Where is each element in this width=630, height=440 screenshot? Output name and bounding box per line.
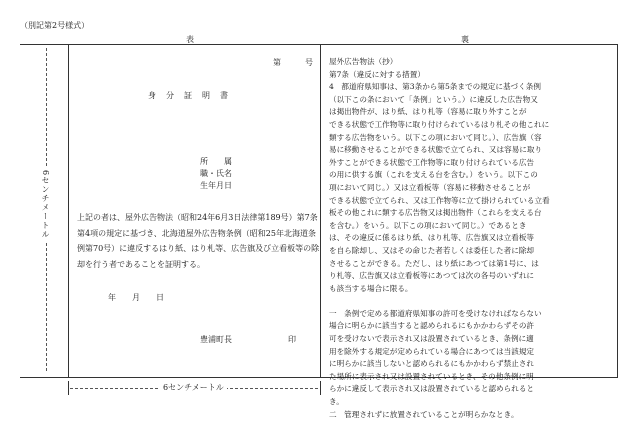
law-line: させることができる。ただし、はり紙にあつては第1号に、は bbox=[329, 258, 539, 268]
law-line: 易に移動させることができる状態で立てられ、又は容易に取り bbox=[329, 145, 543, 155]
cert-line-4: 却を行う者であることを証明する。 bbox=[77, 259, 205, 269]
law-line: 可を受けないで表示され又は設置されているとき、条例に適 bbox=[329, 334, 534, 344]
law-line: に明らかに該当しないと認められるにもかかわらず禁止され bbox=[329, 359, 535, 369]
issuer-name: 豊浦町長 bbox=[200, 335, 232, 344]
document-title: 身 分 証 明 書 bbox=[148, 91, 229, 100]
law-line: 第7条（違反に対する措置） bbox=[329, 69, 425, 79]
law-line: 項において同じ。）又は立看板等（容易に移動させることが bbox=[329, 182, 531, 192]
law-line: 外すことができる状態で工作物等に取り付けられている広告 bbox=[329, 157, 535, 167]
law-line: を自ら除却し、又はその命じた者若しくは委任した者に除却 bbox=[329, 245, 535, 255]
front-left-border bbox=[68, 44, 69, 378]
back-heading: 裏 bbox=[461, 35, 469, 44]
law-line: 二 管理されずに放置されていることが明らかなとき。 bbox=[329, 409, 519, 419]
law-line: 類する広告物をいう。以下この項において同じ。）、広告旗（容 bbox=[329, 132, 542, 142]
issue-date: 年 月 日 bbox=[108, 293, 164, 302]
height-dimension-label: 6センチメートル bbox=[41, 170, 50, 240]
law-excerpt bbox=[329, 56, 550, 421]
width-dimension-cap-right bbox=[320, 381, 321, 395]
law-line: 一 条例で定める都道府県知事の許可を受けなければならない bbox=[329, 308, 542, 318]
law-line: できる状態で工作物等に取り付けられているはり札その他これに bbox=[329, 119, 550, 129]
law-line: （以下この条において「条例」という。）に違反した広告物又 bbox=[329, 94, 538, 104]
width-dimension-cap-left bbox=[68, 381, 69, 395]
top-border bbox=[20, 44, 617, 45]
field-birthdate: 生年月日 bbox=[200, 181, 232, 190]
law-line: き。 bbox=[329, 397, 344, 407]
height-dimension-cap-top bbox=[41, 44, 51, 45]
law-line: り札等、広告旗又は立看板等にあつては次の各号のいずれに bbox=[329, 271, 535, 281]
law-line: 板その他これに類する広告物又は掲出物件（これらを支える台 bbox=[329, 208, 542, 218]
back-right-border bbox=[617, 44, 618, 378]
law-line: は掲出物件が、はり紙、はり札等（容易に取り外すことが bbox=[329, 107, 527, 117]
law-line: を含む。）をいう。以下この項において同じ。）であるとき bbox=[329, 220, 527, 230]
number-label: 第 号 bbox=[273, 58, 313, 67]
seal-mark: 印 bbox=[288, 335, 296, 344]
height-dimension-cap-bottom bbox=[41, 377, 51, 378]
law-line: 場合に明らかに該当すると認められるにもかかわらずその許 bbox=[329, 321, 535, 331]
law-line: の用に供する旗（これを支える台を含む。）をいう。以下この bbox=[329, 170, 538, 180]
certification-text bbox=[77, 210, 319, 272]
form-number-note: （別記第2号様式） bbox=[20, 21, 90, 30]
law-line: らかに違反して表示され又は設置されていると認められると bbox=[329, 384, 535, 394]
law-line: た場所に表示され又は設置されているとき、その他条例に明 bbox=[329, 371, 534, 381]
field-affiliation: 所 属 bbox=[200, 157, 232, 166]
center-divider bbox=[320, 44, 321, 378]
law-line: 4 都道府県知事は、第3条から第5条までの規定に基づく条例 bbox=[329, 82, 541, 92]
law-line: 屋外広告物法（抄） bbox=[329, 57, 398, 66]
law-line: 用を除外する規定が定められている場合にあつては当該規定 bbox=[329, 346, 535, 356]
cert-line-3: 例第70号）に違反するはり紙、はり札等、広告旗及び立看板等の除 bbox=[77, 244, 320, 253]
law-line: できる状態で立てられ、又は工作物等に立て掛けられている立看 bbox=[329, 195, 550, 205]
width-dimension-label: 6センチメートル bbox=[160, 384, 227, 392]
cert-line-2: 第4項の規定に基づき、北海道屋外広告物条例（昭和25年北海道条 bbox=[77, 228, 316, 238]
front-heading: 表 bbox=[186, 35, 194, 44]
law-line: も該当する場合に限る。 bbox=[329, 283, 413, 293]
law-line: は、その違反に係るはり紙、はり札等、広告旗又は立看板等 bbox=[329, 233, 535, 243]
cert-line-1: 上記の者は、屋外広告物法（昭和24年6月3日法律第189号）第7条 bbox=[77, 213, 318, 222]
field-position-name: 職・氏名 bbox=[200, 169, 232, 178]
